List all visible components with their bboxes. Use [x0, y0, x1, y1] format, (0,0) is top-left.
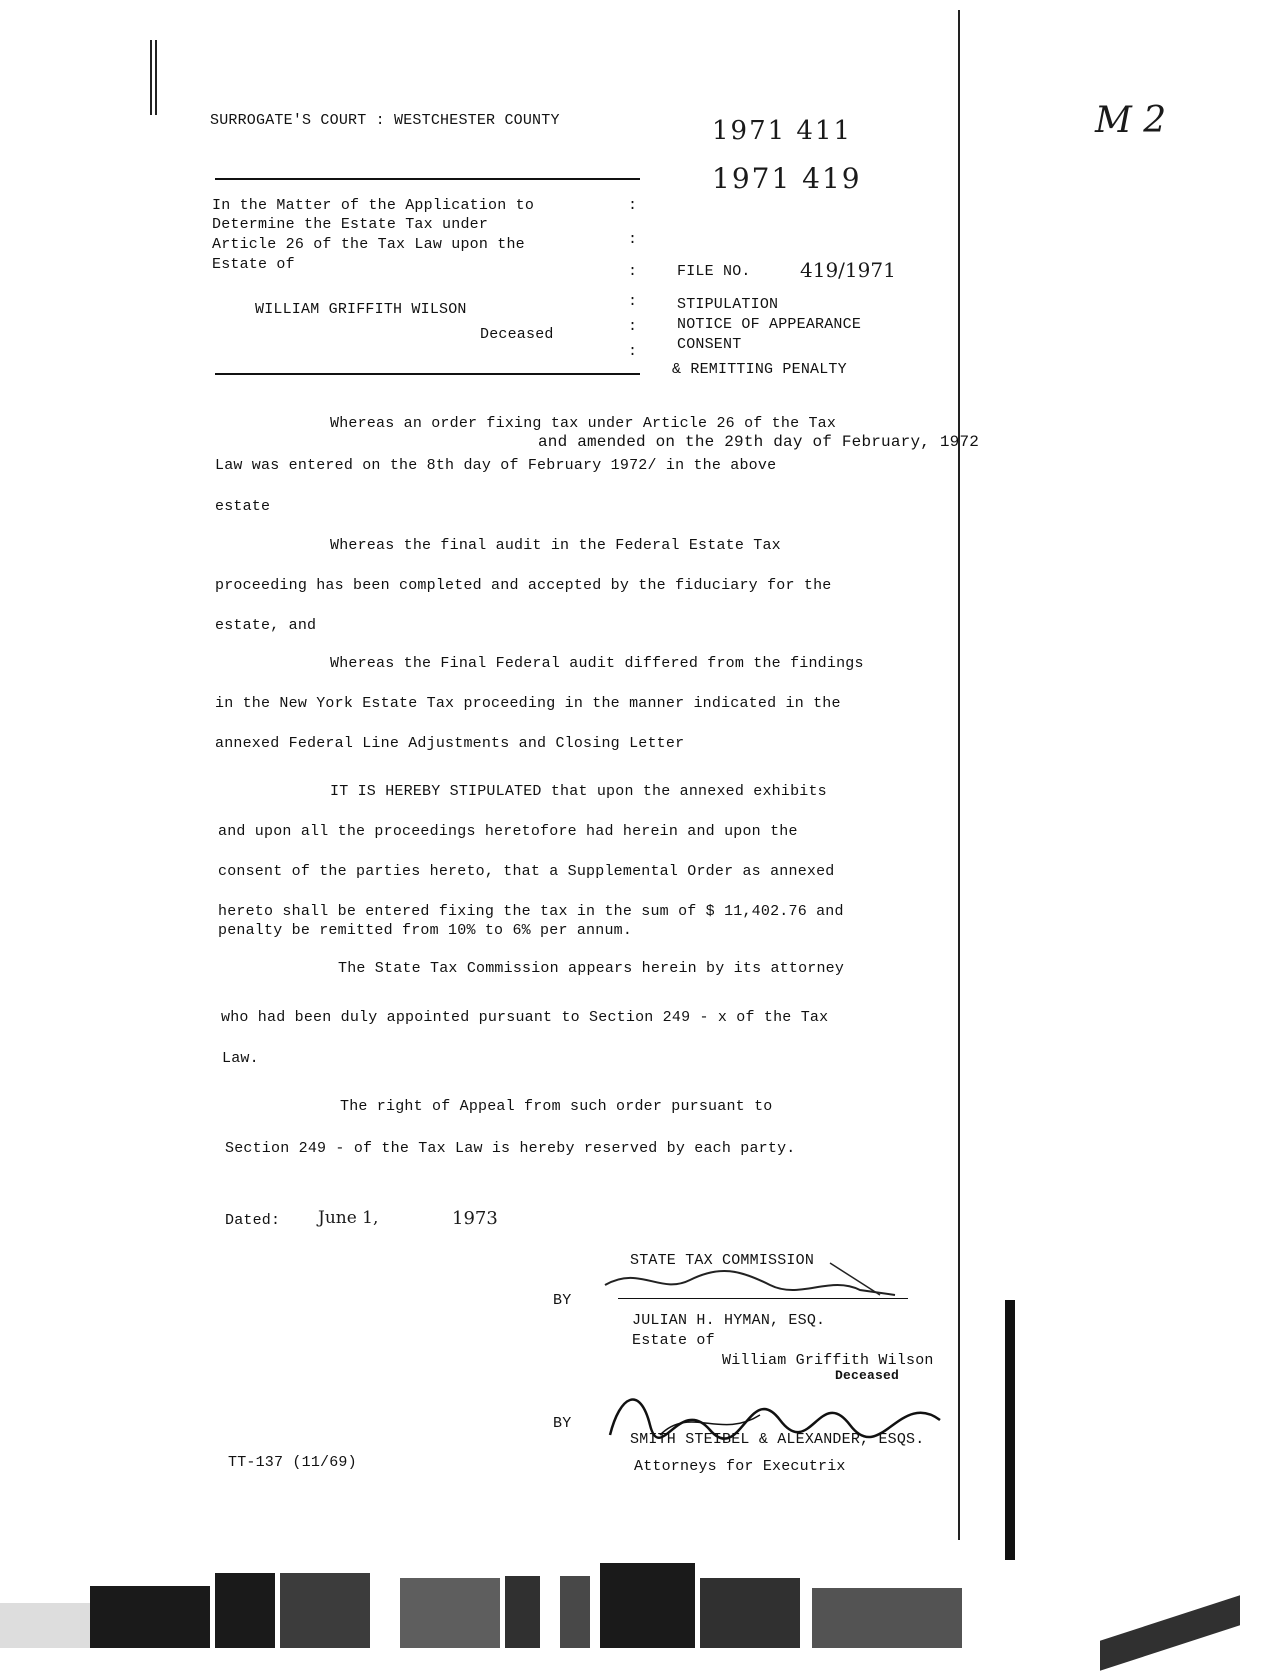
- body-line: who had been duly appointed pursuant to Section 249 - x of the Tax: [221, 1009, 829, 1026]
- document-type: STIPULATION: [677, 296, 779, 313]
- dated-month: June 1,: [318, 1208, 379, 1228]
- scan-noise: [700, 1578, 800, 1648]
- caption-colon: :: [628, 343, 638, 360]
- attorney-name: JULIAN H. HYMAN, ESQ.: [632, 1312, 826, 1329]
- scan-noise: [560, 1576, 590, 1648]
- caption-line: Article 26 of the Tax Law upon the: [212, 236, 525, 253]
- body-line: Section 249 - of the Tax Law is hereby reserved by each party.: [225, 1140, 796, 1157]
- caption-rule-bottom: [215, 373, 640, 375]
- body-line: Law.: [222, 1050, 259, 1067]
- file-label: FILE NO.: [677, 263, 751, 280]
- scan-noise: [1100, 1595, 1240, 1670]
- caption-colon: :: [628, 318, 638, 335]
- margin-note: M 2: [1095, 100, 1167, 141]
- estate-of-label: Estate of: [632, 1332, 715, 1349]
- by-label: BY: [553, 1292, 572, 1309]
- document-type: & REMITTING PENALTY: [672, 361, 847, 378]
- body-line: penalty be remitted from 10% to 6% per annum.: [218, 922, 633, 939]
- body-line: consent of the parties hereto, that a Supplemental Order as annexed: [218, 863, 835, 880]
- scan-noise: [812, 1588, 962, 1648]
- estate-deceased: Deceased: [835, 1368, 900, 1383]
- dated-label: Dated:: [225, 1212, 281, 1229]
- body-amendment: and amended on the 29th day of February, 1972: [538, 433, 980, 451]
- body-line: in the New York Estate Tax proceeding in the manner indicated in the: [215, 695, 841, 712]
- court-heading: SURROGATE'S COURT : WESTCHESTER COUNTY: [210, 112, 560, 129]
- scan-noise: [90, 1586, 210, 1648]
- body-line: IT IS HEREBY STIPULATED that upon the annexed exhibits: [330, 783, 827, 800]
- body-line: estate, and: [215, 617, 317, 634]
- caption-line: In the Matter of the Application to: [212, 197, 535, 214]
- scan-noise: [600, 1563, 695, 1648]
- body-line: Whereas the Final Federal audit differed from the findings: [330, 655, 864, 672]
- body-line: Whereas an order fixing tax under Article 26 of the Tax: [330, 415, 837, 432]
- body-line: The right of Appeal from such order pursuant to: [340, 1098, 773, 1115]
- dated-year: 1973: [452, 1208, 498, 1229]
- estate-name: William Griffith Wilson: [722, 1352, 934, 1369]
- document-type: CONSENT: [677, 336, 742, 353]
- scan-noise: [215, 1573, 275, 1648]
- body-line: estate: [215, 498, 271, 515]
- body-line: Law was entered on the 8th day of February 1972/ in the above: [215, 457, 777, 474]
- decedent-name: WILLIAM GRIFFITH WILSON: [255, 301, 467, 318]
- by-label: BY: [553, 1415, 572, 1432]
- margin-mark: [155, 40, 157, 115]
- scan-noise: [280, 1573, 370, 1648]
- caption-colon: :: [628, 293, 638, 310]
- commission-name: STATE TAX COMMISSION: [630, 1252, 815, 1269]
- caption-colon: :: [628, 231, 638, 248]
- deceased-label: Deceased: [480, 326, 554, 343]
- caption-rule-top: [215, 178, 640, 180]
- margin-mark: [150, 40, 152, 115]
- law-firm-role: Attorneys for Executrix: [634, 1458, 846, 1475]
- scan-noise: [400, 1578, 500, 1648]
- file-number: 419/1971: [800, 258, 896, 282]
- document-type: NOTICE OF APPEARANCE: [677, 316, 862, 333]
- body-line: hereto shall be entered fixing the tax in the sum of $ 11,402.76 and: [218, 903, 844, 920]
- page-border: [958, 10, 960, 1540]
- caption-line: Estate of: [212, 256, 295, 273]
- body-line: proceeding has been completed and accepted by the fiduciary for the: [215, 577, 832, 594]
- caption-line: Determine the Estate Tax under: [212, 216, 489, 233]
- page-border-dark: [1005, 1300, 1015, 1560]
- caption-colon: :: [628, 263, 638, 280]
- stamp-number: 1971 411: [712, 116, 853, 146]
- body-line: and upon all the proceedings heretofore had herein and upon the: [218, 823, 798, 840]
- form-id: TT-137 (11/69): [228, 1454, 357, 1471]
- law-firm-name: SMITH STEIBEL & ALEXANDER, ESQS.: [630, 1431, 925, 1448]
- caption-colon: :: [628, 197, 638, 214]
- stamp-number: 1971 419: [712, 162, 862, 195]
- signature-line: [618, 1298, 908, 1299]
- body-line: annexed Federal Line Adjustments and Closing Letter: [215, 735, 685, 752]
- body-line: Whereas the final audit in the Federal Estate Tax: [330, 537, 781, 554]
- body-line: The State Tax Commission appears herein by its attorney: [338, 960, 845, 977]
- scan-noise: [505, 1576, 540, 1648]
